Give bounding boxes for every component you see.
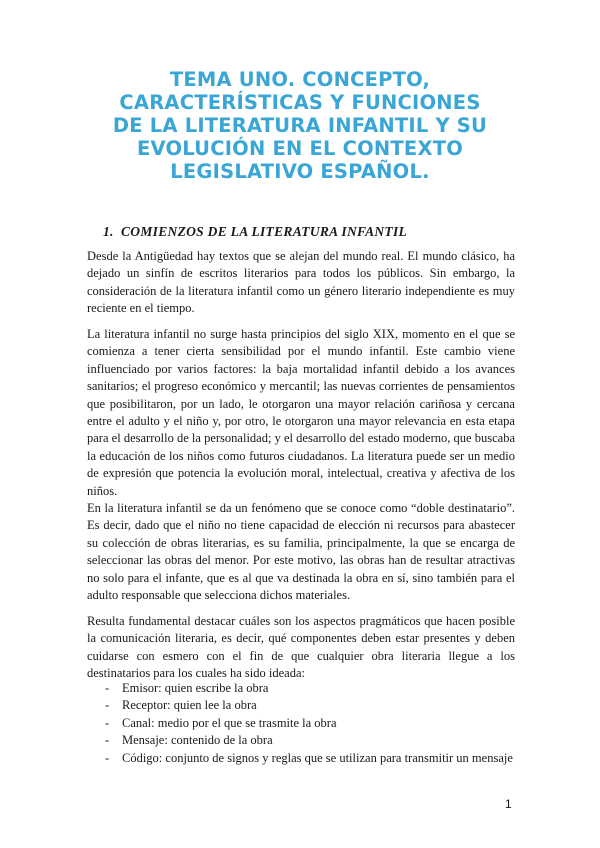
list-item: [87, 715, 515, 732]
bullet-marker: -: [105, 698, 110, 713]
title-line: DE LA LITERATURA INFANTIL Y SU: [112, 114, 488, 137]
page-number: 1: [505, 797, 512, 811]
title-line: LEGISLATIVO ESPAÑOL.: [170, 160, 430, 183]
paragraph: En la literatura infantil se da un fenómeno que se conoce como “doble destinatario”. Es decir, dado que el niño no tiene capacidad de elección ni recursos para abastecer su colección de obras literarias, es su familia, principalmente, la que se encarga de seleccionar las obras del menor. Por este motivo, las obras han de resultar atractivas no solo para el infante, que es al que va destinada la obra en sí, sino también para el adulto responsable que selecciona dichos materiales.: [87, 501, 515, 603]
title-line: CARACTERÍSTICAS Y FUNCIONES: [119, 91, 481, 114]
bullet-marker: -: [105, 681, 110, 695]
paragraph: Resulta fundamental destacar cuáles son los aspectos pragmáticos que hacen posible la comunicación literaria, es decir, qué componentes deben estar presentes y deben cuidarse con esmero con el fin de que cualquier obra literaria llegue a los destinatarios para los cuales ha sido ideada:: [87, 614, 515, 681]
bullet-marker: -: [105, 750, 110, 765]
section-heading: [103, 224, 407, 240]
list-item-text: Emisor: quien escribe la obra: [122, 681, 269, 695]
paragraph: Desde la Antigüedad hay textos que se alejan del mundo real. El mundo clásico, ha dejado un sinfín de escritos literarios para todos los públicos. Sin embargo, la consideración de la literatura infantil como un género literario independiente es muy reciente en el tiempo.: [87, 249, 515, 316]
page-title: [80, 68, 520, 183]
list-item-text: Código: conjunto de signos y reglas que se utilizan para transmitir un mensaje: [122, 750, 513, 765]
bullet-marker: -: [105, 733, 110, 748]
list-item: [87, 732, 515, 749]
list-item-text: Mensaje: contenido de la obra: [122, 733, 273, 748]
title-line: TEMA UNO. CONCEPTO,: [169, 68, 431, 91]
bullet-marker: -: [105, 715, 110, 730]
title-line: EVOLUCIÓN EN EL CONTEXTO: [137, 137, 463, 160]
communication-elements-list: [87, 680, 515, 767]
list-item: [87, 680, 515, 697]
list-item: [87, 697, 515, 714]
list-item-text: Canal: medio por el que se trasmite la obra: [122, 715, 337, 730]
section-number: 1.: [103, 224, 114, 239]
list-item: [87, 750, 515, 767]
section-heading-text: COMIENZOS DE LA LITERATURA INFANTIL: [121, 224, 408, 239]
list-item-text: Receptor: quien lee la obra: [122, 698, 257, 713]
paragraph: La literatura infantil no surge hasta principios del siglo XIX, momento en el que se comienza a tener cierta sensibilidad por el mundo infantil. Este cambio viene influenciado por varios factores: la baja mortalidad infantil debido a los avances sanitarios; el progreso económico y mercantil; las nuevas corrientes de pensamientos que posibilitaron, por un lado, le otorgaron una mayor relación cariñosa y cercana entre el adulto y el niño y, por otro, le otorgaron una mayor relevancia en esta etapa para el desarrollo de la personalidad; y el desarrollo del estado moderno, que buscaba la educación de los niños como futuros ciudadanos. La literatura puede ser un medio de expresión que potencia la evolución moral, intelectual, creativa y afectiva de los niños.: [87, 327, 515, 498]
